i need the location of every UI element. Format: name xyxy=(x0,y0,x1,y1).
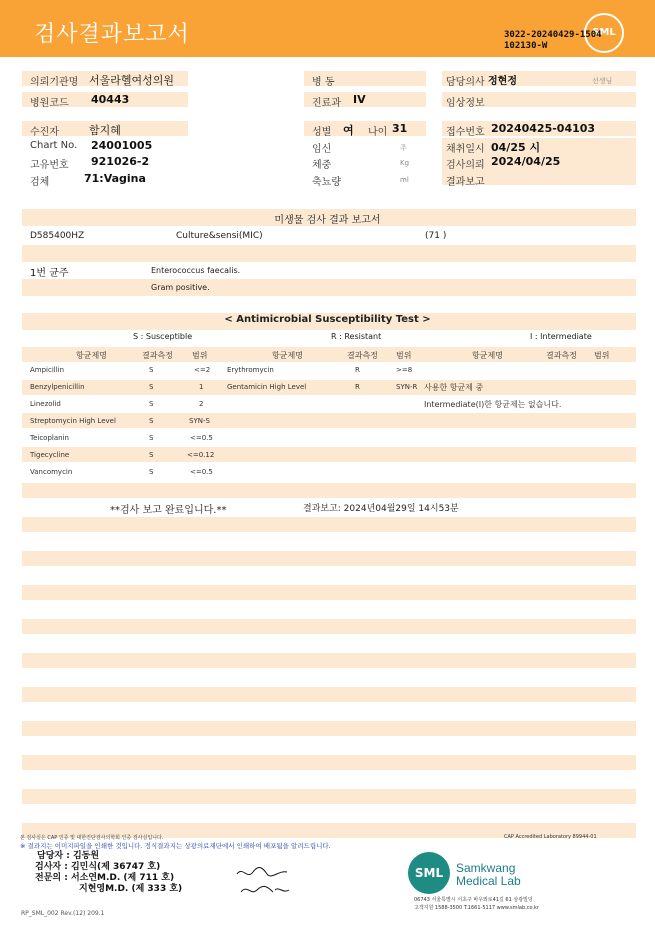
drug-name: Benzylpenicillin xyxy=(30,383,85,391)
drug-value: 2 xyxy=(199,400,204,408)
ast-note-2: Intermediate(I)한 항균제는 없습니다. xyxy=(424,400,562,409)
col-result: 결과측정 xyxy=(142,351,173,360)
legend-intermediate: I : Intermediate xyxy=(530,332,592,341)
drug-value: <=0.5 xyxy=(190,434,213,442)
drug-result: S xyxy=(149,383,154,391)
chart-number: 24001005 xyxy=(91,139,153,152)
code-label: 병원코드 xyxy=(30,98,69,109)
patient-name: 함지혜 xyxy=(89,124,121,137)
col-range: 범위 xyxy=(396,351,412,360)
col-drug: 항균제명 xyxy=(76,351,107,360)
hospital-label: 의뢰기관명 xyxy=(30,77,79,88)
clinical-label: 임상정보 xyxy=(446,98,485,109)
report-header xyxy=(0,0,655,57)
drug-result: S xyxy=(149,434,154,442)
col-result: 결과측정 xyxy=(347,351,378,360)
micro-title: 미생물 검사 결과 보고서 xyxy=(274,215,381,226)
urine-unit: ml xyxy=(400,176,409,184)
doctor-name: 정현정 xyxy=(488,76,517,87)
staff-specialist-1: 전문의 : 서소연M.D. (제 711 호) xyxy=(35,873,175,883)
band xyxy=(22,551,636,566)
report-label: 결과보고 xyxy=(446,177,485,188)
pregnancy-unit: 주 xyxy=(400,144,407,152)
gram-stain: Gram positive. xyxy=(151,283,210,292)
id-label: 고유번호 xyxy=(30,160,69,171)
drug-value: SYN-R xyxy=(396,383,418,391)
col-drug: 항균제명 xyxy=(472,351,503,360)
urine-label: 축뇨량 xyxy=(312,177,341,188)
pregnancy-label: 임신 xyxy=(312,144,332,155)
sml-logo-icon: SML xyxy=(584,13,624,53)
samkwang-logo-icon: SML xyxy=(408,852,450,894)
band xyxy=(22,789,636,804)
cap-number: CAP Accredited Laboratory 89944-01 xyxy=(504,834,597,840)
request-date: 2024/04/25 xyxy=(491,155,561,168)
collect-value: 04/25 시 xyxy=(491,141,541,154)
age-label: 나이 xyxy=(368,127,388,138)
drug-name: Tigecycline xyxy=(30,451,70,459)
footer-certification: 본 검사실은 CAP 인증 및 대한진단검사의학회 인증 검사실입니다. xyxy=(20,835,164,841)
form-code: RP_SML_002 Rev.(12) 209.1 xyxy=(21,910,105,917)
col-result: 결과측정 xyxy=(546,351,577,360)
drug-value: >=8 xyxy=(396,366,413,374)
band xyxy=(22,619,636,634)
drug-result: S xyxy=(149,366,154,374)
weight-unit: Kg xyxy=(400,159,410,167)
staff-manager: 담당자 : 김동원 xyxy=(37,851,100,861)
col-range: 범위 xyxy=(594,351,610,360)
accept-number: 20240425-04103 xyxy=(491,122,596,135)
test-code: D585400HZ xyxy=(30,231,85,241)
report-title: 검사결과보고서 xyxy=(34,22,190,47)
ast-title: < Antimicrobial Susceptibility Test > xyxy=(224,314,431,325)
band xyxy=(22,279,636,296)
band xyxy=(22,245,636,262)
drug-result: S xyxy=(149,417,154,425)
legend-resistant: R : Resistant xyxy=(331,332,382,341)
band xyxy=(22,721,636,736)
drug-value: <=0.12 xyxy=(187,451,215,459)
report-time: 결과보고: 2024년04월29일 14시53분 xyxy=(303,504,459,514)
collect-label: 채취일시 xyxy=(446,144,485,155)
footer-notice: ※ 결과지는 이미지파일을 인쇄한 것입니다. 정식결과지는 상광의료재단에서 인쇄하여 배포됨을 알려드립니다. xyxy=(20,842,331,850)
drug-name: Streptomycin High Level xyxy=(30,417,116,425)
sex-value: 여 xyxy=(343,124,354,137)
band xyxy=(22,585,636,600)
ast-header-band xyxy=(22,347,636,362)
hospital-code: 40443 xyxy=(91,93,130,106)
drug-name: Ampicillin xyxy=(30,366,65,374)
drug-name: Erythromycin xyxy=(227,366,274,374)
organism-label: 1번 균주 xyxy=(30,268,69,279)
band xyxy=(22,483,636,498)
col-range: 범위 xyxy=(192,351,208,360)
band xyxy=(22,687,636,702)
organism-name: Enterococcus faecalis. xyxy=(151,266,241,275)
drug-result: R xyxy=(355,383,360,391)
hospital-name: 서울라헬여성의원 xyxy=(89,74,175,87)
doctor-suffix: 선생님 xyxy=(592,77,613,85)
sex-label: 성별 xyxy=(312,127,332,138)
drug-name: Vancomycin xyxy=(30,468,73,476)
drug-result: S xyxy=(149,400,154,408)
accept-label: 접수번호 xyxy=(446,127,485,138)
specimen-value: 71:Vagina xyxy=(84,172,146,185)
band xyxy=(22,517,636,532)
drug-name: Linezolid xyxy=(30,400,61,408)
specimen-label: 검체 xyxy=(30,177,50,188)
ward-label: 병 동 xyxy=(312,77,335,88)
lab-name: Samkwang Medical Lab xyxy=(456,861,521,888)
drug-result: R xyxy=(355,366,360,374)
patient-id: 921026-2 xyxy=(91,155,150,168)
drug-value: 1 xyxy=(199,383,204,391)
drug-value: <=2 xyxy=(194,366,211,374)
age-value: 31 xyxy=(392,122,408,135)
lab-address: 06743 서울특별시 서초구 바우뫼로41길 61 삼광빌딩 xyxy=(414,897,533,903)
chart-label: Chart No. xyxy=(30,140,78,151)
dept-label: 진료과 xyxy=(312,98,341,109)
legend-susceptible: S : Susceptible xyxy=(133,332,193,341)
weight-label: 체중 xyxy=(312,160,332,171)
drug-result: S xyxy=(149,468,154,476)
band xyxy=(22,755,636,770)
test-number: (71 ) xyxy=(425,231,447,241)
doctor-label: 담당의사 xyxy=(446,77,485,88)
test-name: Culture&sensi(MIC) xyxy=(176,231,263,241)
completion-text: **검사 보고 완료입니다.** xyxy=(110,505,227,516)
signature-icon xyxy=(233,862,293,900)
drug-result: S xyxy=(149,451,154,459)
lab-phone: 고객지원 1588-3500 T.1661-5117 www.smlab.co.kr xyxy=(414,905,539,911)
ast-note-1: 사용한 항균제 중 xyxy=(424,383,484,392)
col-drug: 항균제명 xyxy=(272,351,303,360)
band xyxy=(22,380,636,395)
staff-specialist-2: 지현영M.D. (제 333 호) xyxy=(79,884,183,894)
drug-name: Teicoplanin xyxy=(30,434,69,442)
drug-name: Gentamicin High Level xyxy=(227,383,307,391)
report-code: 3022-20240429-1504 102130-W xyxy=(504,30,602,51)
band xyxy=(22,653,636,668)
drug-value: SYN-S xyxy=(189,417,210,425)
staff-tester: 검사자 : 김민식(제 36747 호) xyxy=(35,862,161,872)
drug-value: <=0.5 xyxy=(190,468,213,476)
request-label: 검사의뢰 xyxy=(446,160,485,171)
dept-value: IV xyxy=(353,93,366,106)
patient-label: 수진자 xyxy=(30,127,59,138)
band xyxy=(22,447,636,462)
